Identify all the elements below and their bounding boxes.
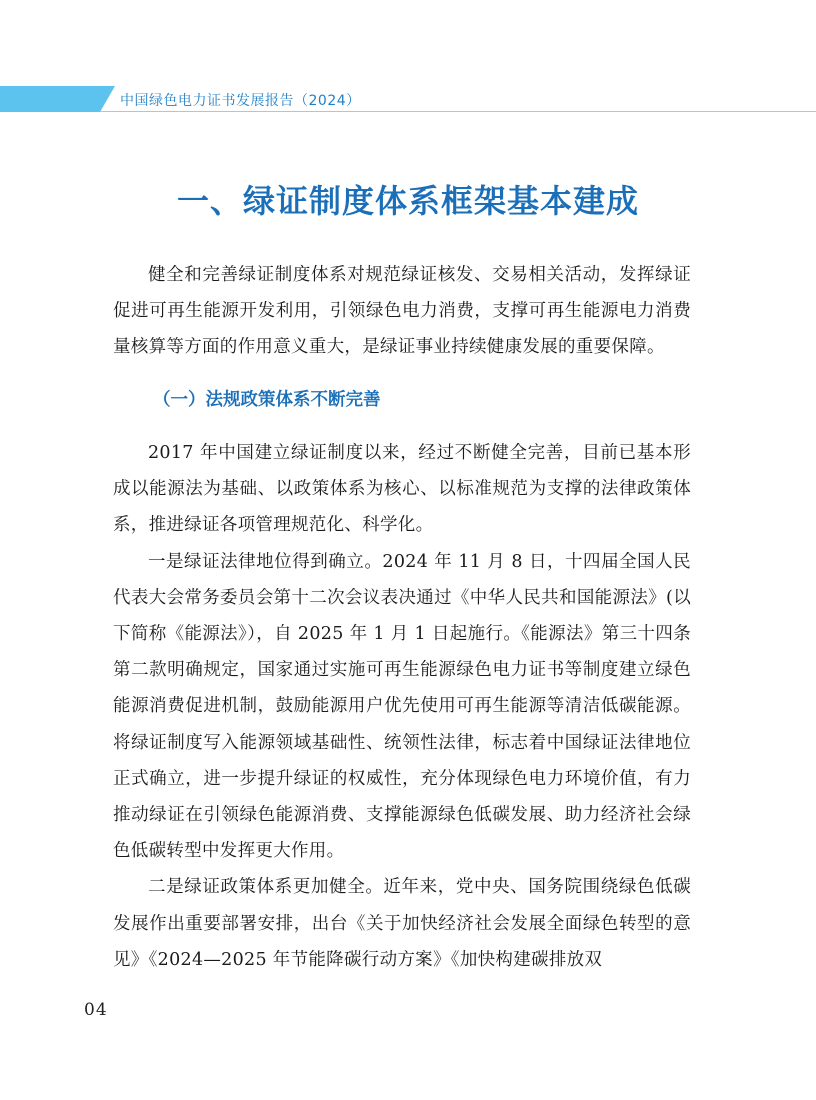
body-paragraph-3: 二是绿证政策体系更加健全。近年来，党中央、国务院围绕绿色低碳发展作出重要部署安排，出台《关于加快经济社会发展全面绿色转型的意见》《2024—2025 年节能降碳行动方案》《加快构建碳排放双 — [113, 877, 691, 970]
page-number: 04 — [84, 1000, 108, 1020]
section-heading: （一）法规政策体系不断完善 — [153, 390, 381, 410]
intro-paragraph: 健全和完善绿证制度体系对规范绿证核发、交易相关活动，发挥绿证促进可再生能源开发利用，引领绿色电力消费，支撑可再生能源电力消费量核算等方面的作用意义重大，是绿证事业持续健康发展的重要保障。 — [113, 265, 691, 357]
body-paragraph-2: 一是绿证法律地位得到确立。2024 年 11 月 8 日，十四届全国人民代表大会常务委员会第十二次会议表决通过《中华人民共和国能源法》(以下简称《能源法》），自 2025 年 1 月 1 日起施行。《能源法》第三十四条第二款明确规定，国家通过实施可再生能源绿色电力证书等制度建立绿色能源消费促进机制，鼓励能源用户优先使用可再生能源等清洁低碳能源。将绿证制度写入能源领域基础性、统领性法律，标志着中国绿证法律地位正式确立，进一步提升绿证的权威性，充分体现绿色电力环境价值，有力推动绿证在引领绿色能源消费、支撑能源绿色低碳发展、助力经济社会绿色低碳转型中发挥更大作用。 — [113, 551, 691, 862]
body-paragraph-1: 2017 年中国建立绿证制度以来，经过不断健全完善，目前已基本形成以能源法为基础、以政策体系为核心、以标准规范为支撑的法律政策体系，推进绿证各项管理规范化、科学化。 — [113, 443, 691, 536]
running-header-title: 中国绿色电力证书发展报告（2024） — [120, 93, 361, 109]
header-accent-bar — [0, 86, 115, 112]
chapter-title: 一、绿证制度体系框架基本建成 — [176, 182, 639, 221]
body-content — [113, 257, 691, 978]
